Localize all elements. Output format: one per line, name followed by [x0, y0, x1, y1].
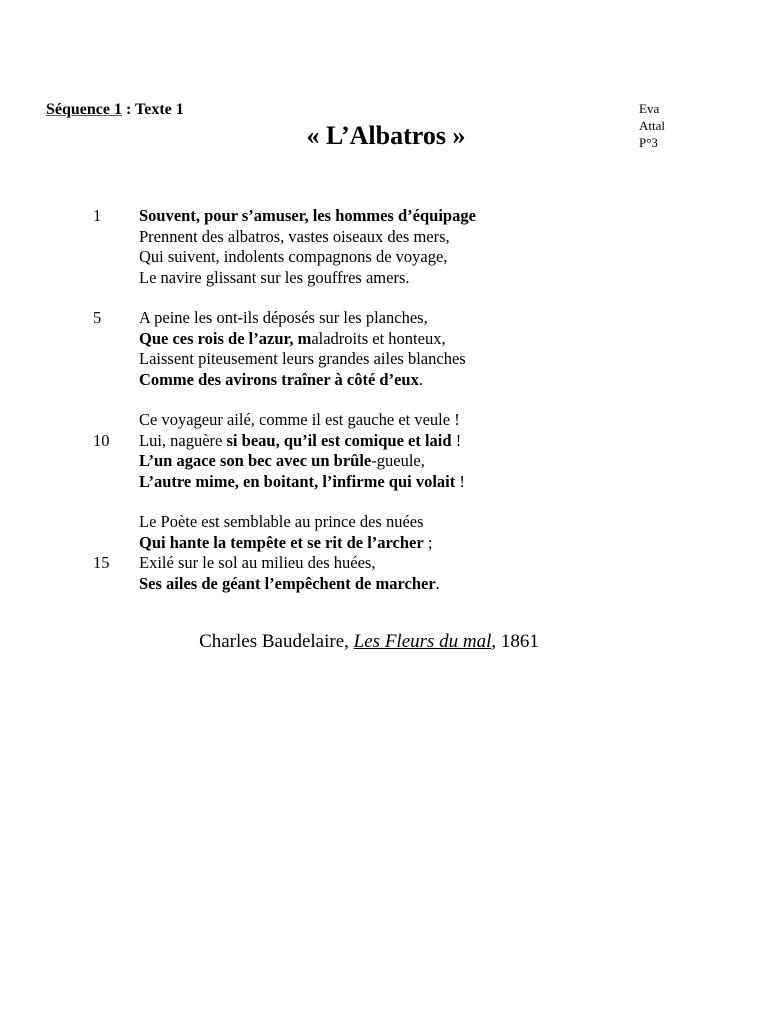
highlighted-segment: Ses ailes de géant l’empêchent de marcher [139, 573, 436, 593]
text-segment: Qui suivent, indolents compagnons de voyage, [139, 247, 448, 266]
stanza [0, 410, 768, 492]
line-text [139, 206, 476, 227]
line-text [139, 349, 466, 370]
poem-line [0, 227, 768, 248]
text-segment: Lui, naguère [139, 430, 227, 450]
text-segment: ! [455, 471, 465, 491]
line-number: 15 [93, 553, 110, 572]
text-segment: Le navire glissant sur les gouffres amers. [139, 267, 410, 287]
student-last-name: Attal [639, 118, 665, 133]
highlighted-segment: Comme des avirons traîner à côté d’eux [139, 369, 419, 389]
text-segment: Le Poète est semblable au prince des nuées [139, 512, 424, 531]
poem-line [0, 431, 768, 452]
line-number: 1 [93, 206, 102, 225]
poem-line [0, 553, 768, 574]
text-segment: A peine les ont-ils déposés sur les planches, [139, 308, 428, 327]
line-text [139, 308, 428, 329]
line-text [139, 553, 375, 574]
poem-body [0, 206, 768, 614]
line-text [139, 410, 460, 431]
poem-line [0, 410, 768, 431]
poem-line [0, 451, 768, 472]
student-class: P°3 [639, 135, 658, 150]
poem-line [0, 268, 768, 289]
line-number: 10 [93, 430, 110, 450]
line-text [139, 431, 461, 452]
text-segment: ; [423, 532, 433, 552]
credit-author: Charles Baudelaire, [199, 631, 354, 652]
poem-line [0, 206, 768, 227]
highlighted-segment: si beau, qu’il est comique et laid [226, 430, 452, 450]
text-segment: . [418, 369, 423, 389]
poem-line [0, 574, 768, 595]
stanza [0, 206, 768, 288]
line-text [139, 329, 446, 350]
line-text [139, 247, 447, 268]
text-segment: Laissent piteusement leurs grandes ailes blanches [139, 349, 466, 368]
line-text [139, 574, 440, 595]
line-text [139, 451, 425, 472]
text-segment: Ce voyageur ailé, comme il est gauche et veule ! [139, 410, 460, 429]
poem-line [0, 370, 768, 391]
line-number: 5 [93, 308, 102, 327]
poem-line [0, 349, 768, 370]
line-text [139, 533, 432, 554]
highlighted-segment: Qui hante la tempête et se rit de l’archer [139, 532, 424, 552]
text-segment: Exilé sur le sol au milieu des huées, [139, 553, 376, 572]
text-segment: -gueule, [371, 451, 425, 470]
heading-separator: : [122, 101, 136, 118]
sequence-heading [46, 101, 184, 119]
line-text [139, 227, 450, 248]
stanza [0, 512, 768, 594]
credit-work-title: Les Fleurs du mal [353, 631, 492, 652]
highlighted-segment: Que ces rois de l’azur, m [139, 328, 312, 348]
line-text [139, 370, 423, 391]
highlighted-segment: Souvent, pour s’amuser, les hommes d’équipage [139, 206, 476, 225]
line-text [139, 512, 424, 533]
poem-line [0, 308, 768, 329]
text-segment: Prennent des albatros, vastes oiseaux des mers, [139, 226, 450, 246]
student-first-name: Eva [639, 101, 660, 116]
poem-line [0, 247, 768, 268]
poem-title: « L’Albatros » [306, 121, 466, 150]
poem-line [0, 533, 768, 554]
sequence-label: Séquence 1 [46, 101, 122, 118]
credit-year: , 1861 [491, 631, 539, 652]
poem-line [0, 472, 768, 493]
stanza [0, 308, 768, 390]
text-label: Texte 1 [135, 101, 184, 118]
line-text [139, 268, 410, 289]
student-info [639, 100, 665, 151]
line-text [139, 472, 465, 493]
highlighted-segment: L’un agace son bec avec un brûle [139, 451, 372, 470]
text-segment: aladroits et honteux, [311, 328, 446, 348]
poem-line [0, 512, 768, 533]
poem-line [0, 329, 768, 350]
text-segment: . [435, 573, 440, 593]
credit-line [0, 631, 738, 653]
text-segment: ! [451, 430, 462, 450]
highlighted-segment: L’autre mime, en boitant, l’infirme qui volait [139, 471, 456, 491]
